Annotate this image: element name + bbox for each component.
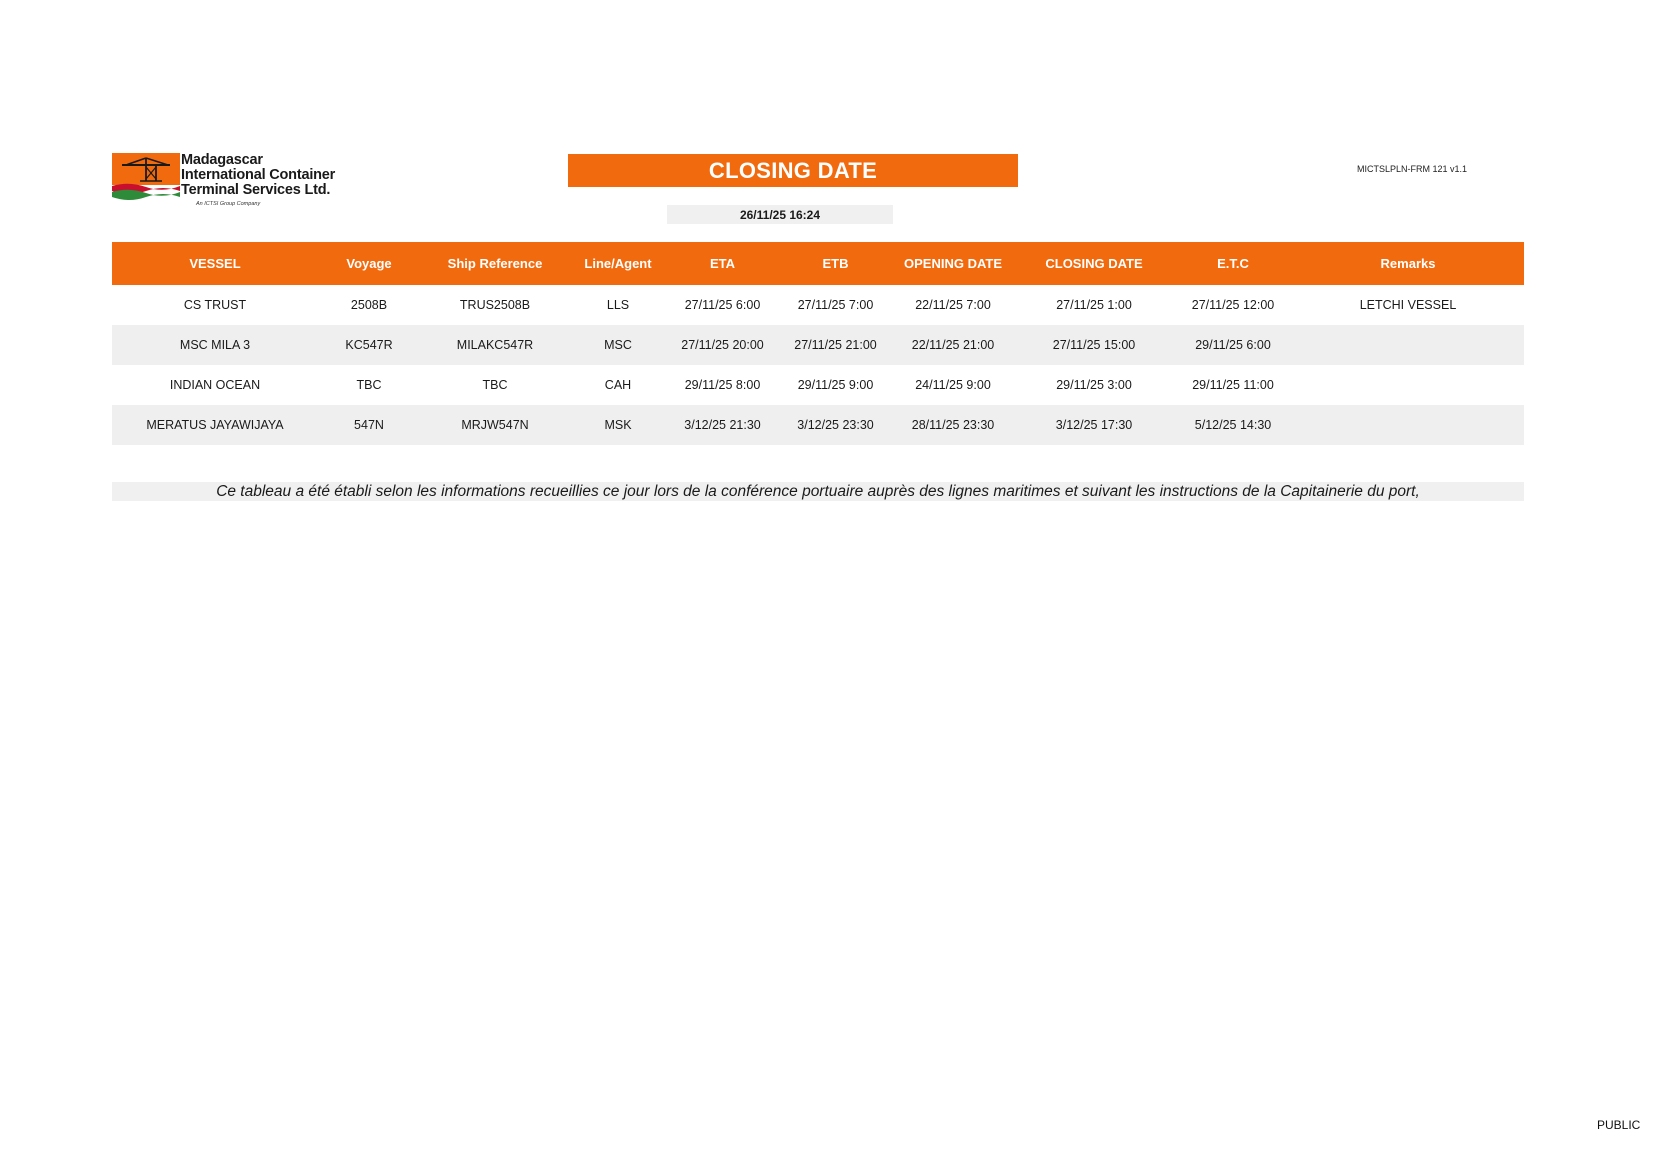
cell-eta: 27/11/25 20:00: [681, 338, 764, 352]
cell-etb: 27/11/25 21:00: [794, 338, 877, 352]
column-header-remarks: Remarks: [1380, 256, 1436, 271]
report-date: 26/11/25 16:24: [667, 205, 893, 224]
classification-label: PUBLIC: [1597, 1118, 1641, 1132]
cell-eta: 29/11/25 8:00: [684, 378, 761, 392]
cell-line-agent: CAH: [604, 378, 632, 392]
column-header-eta: ETA: [709, 256, 736, 271]
cell-etc: 29/11/25 6:00: [1195, 338, 1271, 352]
cell-closing-date: 27/11/25 1:00: [1056, 298, 1132, 312]
page-title: CLOSING DATE: [568, 154, 1018, 187]
table-row: [112, 325, 1524, 365]
cell-opening-date: 22/11/25 21:00: [911, 338, 995, 352]
cell-line-agent: MSK: [604, 418, 632, 432]
company-tagline: An ICTSI Group Company: [196, 201, 261, 207]
cell-vessel: CS TRUST: [183, 298, 247, 312]
cell-voyage: KC547R: [345, 338, 393, 352]
cell-ship-reference: MRJW547N: [461, 418, 529, 432]
company-name-line3: Terminal Services Ltd.: [181, 182, 331, 198]
cell-line-agent: MSC: [604, 338, 632, 352]
column-header-voyage: Voyage: [346, 256, 392, 271]
cell-voyage: TBC: [356, 378, 382, 392]
cell-ship-reference: TBC: [482, 378, 508, 392]
cell-remarks: LETCHI VESSEL: [1359, 298, 1457, 312]
cell-etb: 3/12/25 23:30: [797, 418, 874, 432]
cell-vessel: MSC MILA 3: [179, 338, 251, 352]
closing-date-table: [112, 242, 1524, 445]
cell-voyage: 547N: [354, 418, 384, 432]
column-header-line-agent: Line/Agent: [584, 256, 652, 271]
cell-etc: 27/11/25 12:00: [1191, 298, 1275, 312]
cell-etb: 27/11/25 7:00: [797, 298, 874, 312]
cell-opening-date: 22/11/25 7:00: [915, 298, 991, 312]
cell-closing-date: 27/11/25 15:00: [1052, 338, 1136, 352]
table-header-row: [112, 242, 1524, 285]
company-name-line2: International Container: [181, 167, 336, 183]
column-header-etb: ETB: [822, 256, 849, 271]
column-header-closing-date: CLOSING DATE: [1045, 256, 1143, 271]
cell-closing-date: 29/11/25 3:00: [1056, 378, 1132, 392]
crane-logo-icon: [112, 153, 180, 201]
company-name: [181, 153, 335, 198]
table-row: [112, 285, 1524, 325]
column-header-etc: E.T.C: [1217, 256, 1249, 271]
column-header-vessel: VESSEL: [189, 256, 241, 271]
table-row: [112, 405, 1524, 445]
cell-opening-date: 28/11/25 23:30: [911, 418, 995, 432]
cell-etc: 29/11/25 11:00: [1192, 378, 1274, 392]
cell-line-agent: LLS: [606, 298, 630, 312]
cell-eta: 27/11/25 6:00: [684, 298, 761, 312]
cell-closing-date: 3/12/25 17:30: [1055, 418, 1133, 432]
column-header-ship-reference: Ship Reference: [447, 256, 543, 271]
cell-eta: 3/12/25 21:30: [684, 418, 761, 432]
cell-ship-reference: TRUS2508B: [459, 298, 531, 312]
cell-opening-date: 24/11/25 9:00: [915, 378, 991, 392]
cell-vessel: MERATUS JAYAWIJAYA: [146, 418, 284, 432]
column-header-opening-date: OPENING DATE: [904, 256, 1002, 271]
cell-etb: 29/11/25 9:00: [797, 378, 874, 392]
cell-ship-reference: MILAKC547R: [456, 338, 534, 352]
cell-voyage: 2508B: [350, 298, 388, 312]
company-logo: [112, 153, 352, 211]
document-code: MICTSLPLN-FRM 121 v1.1: [1357, 164, 1468, 174]
cell-etc: 5/12/25 14:30: [1194, 418, 1272, 432]
company-name-line1: Madagascar: [181, 152, 263, 168]
cell-vessel: INDIAN OCEAN: [169, 378, 261, 392]
disclaimer-note: Ce tableau a été établi selon les informations recueillies ce jour lors de la conférence portuaire auprès des lignes maritimes et suivant les instructions de la Capitainerie du port,: [112, 482, 1524, 501]
table-row: [112, 365, 1524, 405]
